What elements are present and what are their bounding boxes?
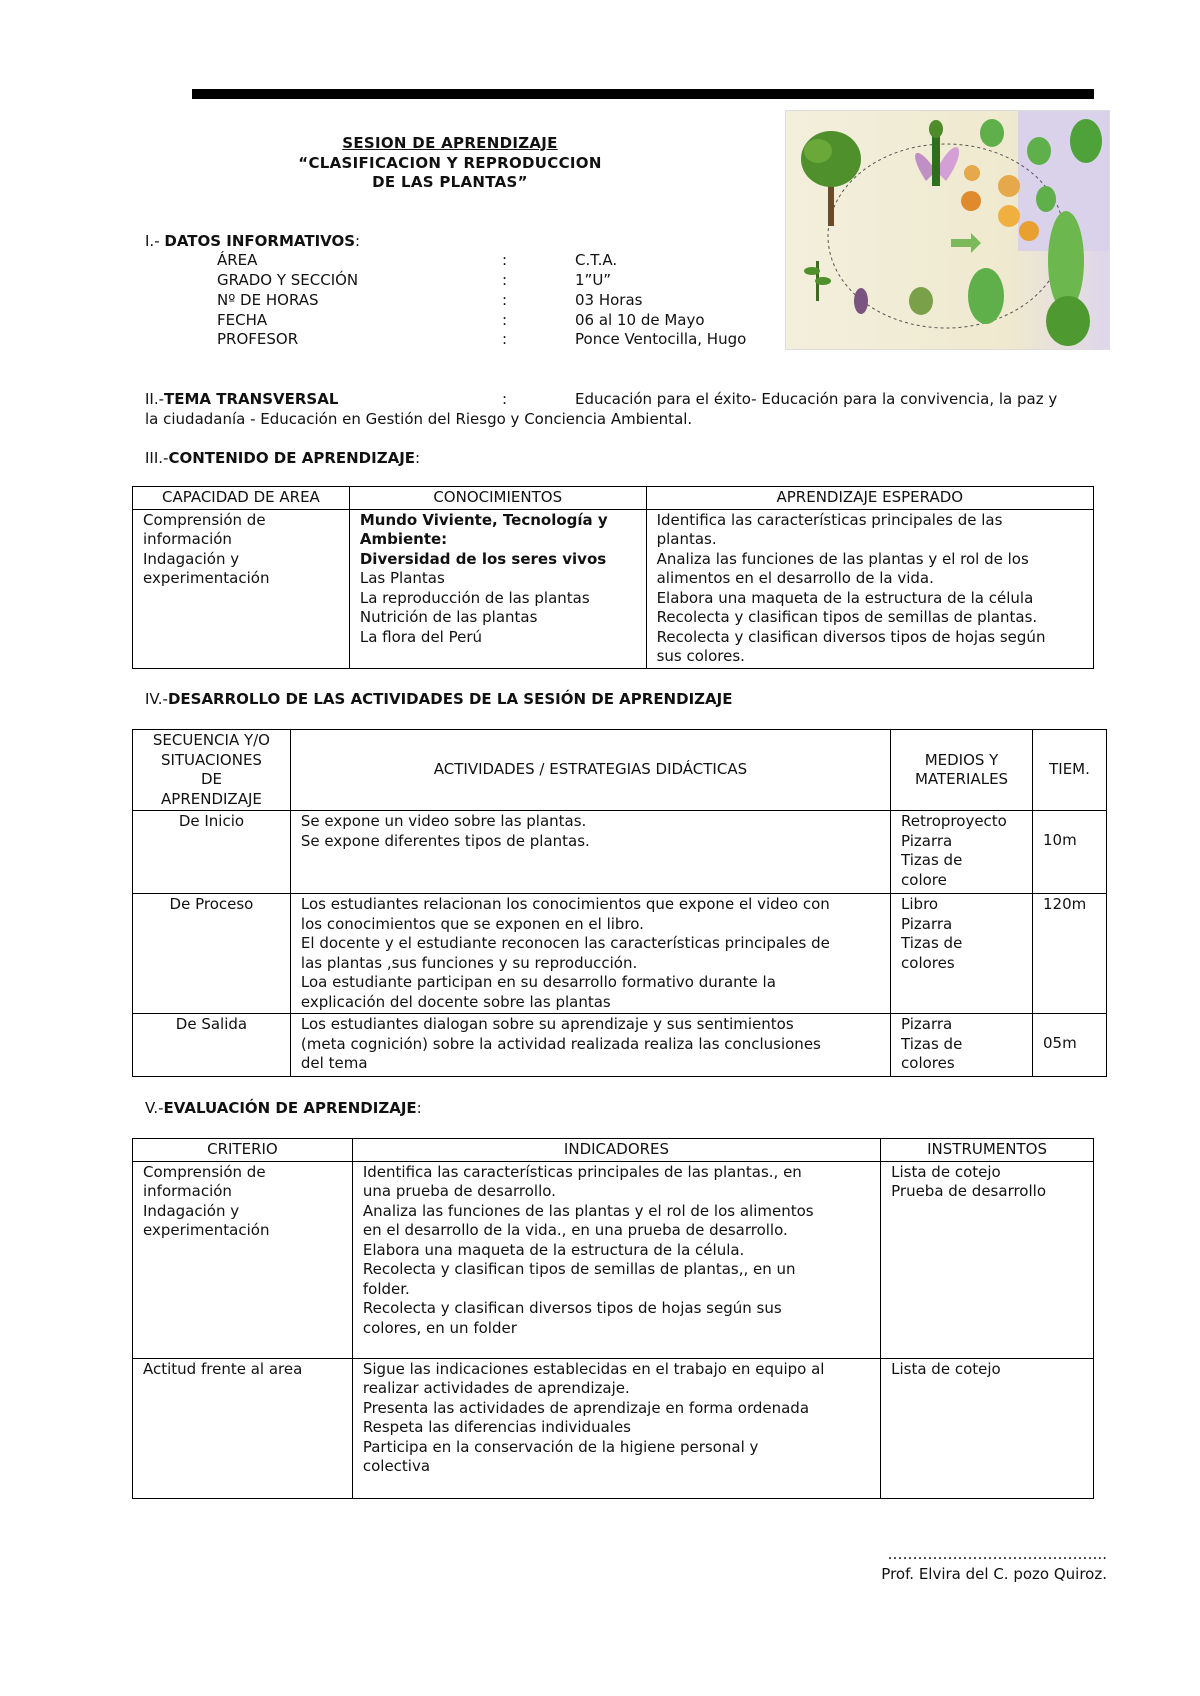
cell-line: colores, en un folder [362, 1318, 517, 1337]
header-line: SECUENCIA Y/O [152, 731, 270, 749]
secuencia-cell: De Salida [133, 1014, 291, 1077]
indicadores-cell [352, 1358, 880, 1498]
info-label: ÁREA [217, 251, 258, 269]
cell-line: Las Plantas [359, 569, 445, 587]
section-5-heading [145, 1099, 422, 1119]
cell-line: Prueba de desarrollo [891, 1182, 1046, 1200]
cell-line: Recolecta y clasifican diversos tipos de hojas según sus [362, 1299, 782, 1317]
title-line-1: SESION DE APRENDIZAJE [342, 134, 558, 152]
cell-line: plantas. [656, 530, 717, 548]
contenido-row [133, 509, 1094, 668]
evaluacion-row [133, 1358, 1094, 1498]
signature-name: Prof. Elvira del C. pozo Quiroz. [881, 1564, 1107, 1583]
aprendizaje-cell [646, 509, 1093, 668]
contenido-header-row [133, 487, 1094, 510]
section-4-title: DESARROLLO DE LAS ACTIVIDADES DE LA SESIÓN DE APRENDIZAJE [167, 690, 733, 708]
actividades-row [133, 811, 1107, 894]
secuencia-cell: De Inicio [133, 811, 291, 894]
cell-line: Tizas de [901, 851, 963, 869]
info-label: PROFESOR [217, 330, 299, 348]
capacidad-cell [133, 509, 350, 668]
section-3-prefix: III.- [145, 449, 169, 467]
column-header-tiempo: TIEM. [1033, 730, 1107, 811]
cell-line: Identifica las características principales de las plantas., en [362, 1162, 802, 1181]
column-header-medios [891, 730, 1033, 811]
tiempo-cell [1033, 811, 1107, 894]
header-line: MATERIALES [914, 770, 1009, 788]
cell-line: Nutrición de las plantas [359, 608, 538, 626]
section-2-prefix: II.- [145, 390, 165, 408]
secuencia-cell: De Proceso [133, 894, 291, 1014]
column-header: INSTRUMENTOS [881, 1139, 1094, 1162]
cell-line: Diversidad de los seres vivos [359, 549, 607, 568]
section-2-title: TEMA TRANSVERSAL [164, 390, 339, 408]
info-colon: : [502, 271, 508, 289]
cell-line: explicación del docente sobre las plantas [300, 992, 611, 1011]
cell-line: Analiza las funciones de las plantas y el rol de los [656, 549, 1029, 568]
cell-line: 10m [1043, 831, 1077, 849]
cell-line: La reproducción de las plantas [359, 588, 590, 607]
contenido-table [132, 486, 1094, 669]
cell-line: folder. [362, 1279, 410, 1298]
instrumentos-cell [881, 1161, 1094, 1358]
cell-line: del tema [300, 1054, 368, 1072]
info-value: C.T.A. [575, 251, 618, 269]
section-4-heading [145, 690, 732, 710]
cell-line: Se expone un video sobre las plantas. [300, 812, 587, 830]
cell-line: Elabora una maqueta de la estructura de la célula. [362, 1240, 745, 1259]
cell-line: en el desarrollo de la vida., en una prueba de desarrollo. [362, 1221, 788, 1239]
column-header: INDICADORES [352, 1139, 880, 1162]
cell-line: información [143, 530, 232, 548]
info-label: FECHA [217, 311, 268, 329]
column-header: CAPACIDAD DE AREA [133, 487, 350, 510]
cell-line: experimentación [143, 1221, 270, 1239]
section-2-heading [145, 390, 1095, 410]
info-row-area [217, 251, 777, 271]
cell-line: colores [901, 953, 955, 972]
cell-line: Pizarra [901, 914, 953, 933]
header-line: DE [200, 770, 222, 788]
column-header-secuencia [133, 730, 291, 811]
cell-line: colores [901, 1054, 955, 1072]
top-rule [192, 89, 1094, 99]
section-2-text-line-1: Educación para el éxito- Educación para la convivencia, la paz y [575, 390, 1058, 408]
cell-line: información [143, 1182, 232, 1200]
cell-line: los conocimientos que se exponen en el libro. [300, 914, 644, 933]
cell-line: colectiva [362, 1457, 431, 1475]
cell-line: Lista de cotejo [891, 1359, 1001, 1378]
title-line-2: “CLASIFICACION Y REPRODUCCION [298, 153, 602, 172]
tiempo-cell: 120m [1033, 894, 1107, 1014]
header-line: MEDIOS Y [924, 750, 999, 769]
cell-line: Pizarra [901, 831, 953, 850]
actividades-row [133, 894, 1107, 1014]
plant-life-cycle-illustration [786, 111, 1109, 349]
evaluacion-row [133, 1161, 1094, 1358]
cell-line: Comprensión de [143, 510, 266, 529]
cell-line: Lista de cotejo [891, 1162, 1001, 1181]
section-3-heading [145, 449, 420, 469]
info-value: 06 al 10 de Mayo [575, 311, 705, 329]
cell-line: Los estudiantes dialogan sobre su aprendizaje y sus sentimientos [300, 1015, 794, 1033]
info-row-profesor [217, 330, 777, 350]
header-line: SITUACIONES [160, 750, 262, 769]
signature-block [881, 1545, 1107, 1584]
section-4-prefix: IV.- [145, 690, 168, 708]
section-1-suffix: : [355, 232, 361, 250]
column-header-actividades: ACTIVIDADES / ESTRATEGIAS DIDÁCTICAS [290, 730, 890, 811]
tiempo-cell [1033, 1014, 1107, 1077]
column-header: CRITERIO [133, 1139, 353, 1162]
cell-line: Elabora una maqueta de la estructura de la célula [656, 588, 1034, 607]
cell-line: Loa estudiante participan en su desarrollo formativo durante la [300, 973, 776, 991]
cell-line: Comprensión de [143, 1162, 266, 1181]
medios-cell [891, 1014, 1033, 1077]
cell-line: 05m [1043, 1034, 1077, 1052]
info-row-fecha [217, 311, 777, 331]
column-header: APRENDIZAJE ESPERADO [646, 487, 1093, 510]
cell-line: Mundo Viviente, Tecnología y [359, 510, 608, 529]
page-title [270, 134, 630, 193]
info-label: Nº DE HORAS [217, 291, 319, 309]
header-line: APRENDIZAJE [161, 789, 262, 808]
cell-line: Tizas de [901, 934, 963, 952]
cell-line: Presenta las actividades de aprendizaje en forma ordenada [362, 1398, 810, 1417]
cell-line: Identifica las características principales de las [656, 510, 1003, 529]
info-row-horas [217, 291, 777, 311]
actividades-header-row [133, 730, 1107, 811]
cell-line: Se expone diferentes tipos de plantas. [300, 831, 590, 850]
section-5-prefix: V.- [145, 1099, 164, 1117]
cell-line: (meta cognición) sobre la actividad realizada realiza las conclusiones [300, 1034, 821, 1053]
actividades-row [133, 1014, 1107, 1077]
info-value: Ponce Ventocilla, Hugo [575, 330, 747, 348]
actividades-cell [290, 811, 890, 894]
info-value: 03 Horas [575, 291, 643, 309]
conocimientos-cell [349, 509, 646, 668]
indicadores-cell [352, 1161, 880, 1358]
cell-line: Libro [901, 895, 939, 913]
section-1-heading [145, 232, 360, 252]
info-colon: : [502, 330, 508, 348]
cell-line: Indagación y [143, 1201, 240, 1220]
cell-line: Respeta las diferencias individuales [362, 1418, 631, 1436]
info-row-grado [217, 271, 777, 291]
section-1-prefix: I.- [145, 232, 165, 250]
column-header: CONOCIMIENTOS [349, 487, 646, 510]
section-2-text-line-2: la ciudadanía - Educación en Gestión del Riesgo y Conciencia Ambiental. [145, 410, 693, 428]
plant-life-cycle-image [785, 110, 1110, 350]
medios-cell [891, 811, 1033, 894]
cell-line: Retroproyecto [901, 812, 1007, 830]
signature-line: …………………………………….. [887, 1545, 1107, 1563]
cell-line: Recolecta y clasifican diversos tipos de hojas según [656, 627, 1046, 646]
actividades-cell [290, 1014, 890, 1077]
cell-line: colore [901, 870, 947, 889]
actividades-table [132, 729, 1107, 1077]
evaluacion-header-row [133, 1139, 1094, 1162]
section-5-title: EVALUACIÓN DE APRENDIZAJE [163, 1099, 417, 1117]
cell-line: Pizarra [901, 1015, 953, 1033]
medios-cell [891, 894, 1033, 1014]
cell-line: alimentos en el desarrollo de la vida. [656, 569, 934, 587]
title-line-3: DE LAS PLANTAS” [372, 173, 528, 191]
cell-line: las plantas ,sus funciones y su reproducción. [300, 953, 638, 972]
cell-line: Recolecta y clasifican tipos de semillas de plantas,, en un [362, 1260, 796, 1278]
cell-line: Indagación y [143, 549, 240, 568]
actividades-cell [290, 894, 890, 1014]
section-3-title: CONTENIDO DE APRENDIZAJE [168, 449, 416, 467]
cell-line: experimentación [143, 569, 270, 587]
cell-line: sus colores. [656, 647, 745, 665]
cell-line: Ambiente: [359, 530, 448, 548]
section-1-title: DATOS INFORMATIVOS [164, 232, 356, 250]
cell-line: Participa en la conservación de la higiene personal y [362, 1437, 759, 1456]
cell-line: La flora del Perú [359, 627, 483, 646]
section-2-colon: : [502, 390, 508, 408]
criterio-cell [133, 1161, 353, 1358]
criterio-cell [133, 1358, 353, 1498]
info-colon: : [502, 311, 508, 329]
info-colon: : [502, 251, 508, 269]
section-3-suffix: : [415, 449, 421, 467]
info-colon: : [502, 291, 508, 309]
cell-line: Actitud frente al area [143, 1359, 303, 1378]
cell-line: Recolecta y clasifican tipos de semillas de plantas. [656, 608, 1038, 626]
cell-line: Tizas de [901, 1034, 963, 1053]
cell-line: Sigue las indicaciones establecidas en el trabajo en equipo al [362, 1359, 825, 1378]
cell-line: Analiza las funciones de las plantas y el rol de los alimentos [362, 1201, 814, 1220]
cell-line: El docente y el estudiante reconocen las características principales de [300, 934, 830, 952]
cell-line: Los estudiantes relacionan los conocimientos que expone el video con [300, 895, 830, 913]
instrumentos-cell [881, 1358, 1094, 1498]
section-5-suffix: : [416, 1099, 422, 1117]
evaluacion-table [132, 1138, 1094, 1499]
info-value: 1”U” [575, 271, 612, 289]
cell-line: una prueba de desarrollo. [362, 1182, 556, 1200]
cell-line: realizar actividades de aprendizaje. [362, 1379, 630, 1397]
info-label: GRADO Y SECCIÓN [217, 271, 359, 289]
